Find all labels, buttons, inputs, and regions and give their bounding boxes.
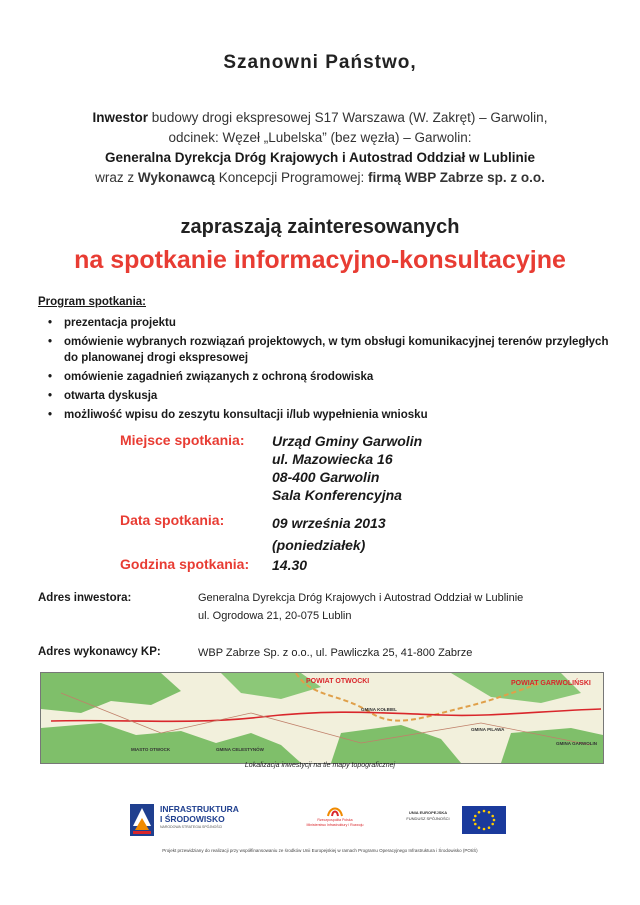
place-line: ul. Mazowiecka 16 <box>272 451 393 467</box>
label-gmina-garwolin: GMINA GARWOLIN <box>556 741 597 746</box>
investor-address-line: ul. Ogrodowa 21, 20-075 Lublin <box>198 610 352 622</box>
program-item: • możliwość wpisu do zeszytu konsultacji i/lub wypełnienia wniosku <box>38 407 613 423</box>
ministry-emblem-icon <box>326 804 344 818</box>
investor-bold: Inwestor <box>92 110 149 125</box>
date-label: Data spotkania: <box>120 512 225 528</box>
greeting: Szanowni Państwo, <box>223 52 417 73</box>
infra-subline: NARODOWA STRATEGIA SPÓJNOŚCI <box>160 825 223 829</box>
investor-line-2: odcinek: Węzeł „Lubelska” (bez węzła) – Garwolin: <box>168 130 472 145</box>
eu-logo <box>398 806 510 836</box>
funding-footnote: Projekt przewidziany do realizacji przy współfinansowaniu ze środków Unii Europejskiej w ramach Programu Operacyjnego Infrastruktura i Środowisko (POIiŚ) <box>162 848 478 853</box>
ministry-line: Rzeczpospolita Polska <box>317 818 353 822</box>
date-weekday: (poniedziałek) <box>272 537 366 553</box>
place-line: Sala Konferencyjna <box>272 487 402 503</box>
eu-text <box>398 810 458 822</box>
investor-line-1 <box>0 108 640 128</box>
contractor-address-value: WBP Zabrze Sp. z o.o., ul. Pawliczka 25, 41-800 Zabrze <box>198 647 473 659</box>
wykonawca-bold: Wykonawcą <box>137 170 215 185</box>
gddkia-name: Generalna Dyrekcja Dróg Krajowych i Autostrad Oddział w Lublinie <box>104 150 536 165</box>
program-item: • prezentacja projektu <box>38 315 613 331</box>
investor-line-1-rest: budowy drogi ekspresowej S17 Warszawa (W. Zakręt) – Garwolin, <box>148 110 548 125</box>
infrastruktura-text <box>160 804 239 830</box>
eu-line: FUNDUSZ SPÓJNOŚCI <box>406 816 450 821</box>
location-map <box>40 672 604 764</box>
label-gmina-pilawa: GMINA PILAWA <box>471 727 505 732</box>
label-gmina-kolbiel: GMINA KOŁBIEL <box>361 707 397 712</box>
label-powiat-garwolinski: POWIAT GARWOLIŃSKI <box>511 680 591 687</box>
program-item: • omówienie zagadnień związanych z ochroną środowiska <box>38 369 613 385</box>
program-list <box>38 315 613 426</box>
contractor-address-label: Adres wykonawcy KP: <box>38 646 161 658</box>
label-powiat-otwocki: POWIAT OTWOCKI <box>306 678 370 685</box>
eu-line: UNIA EUROPEJSKA <box>408 810 448 815</box>
date-line: 09 września 2013 <box>272 515 386 531</box>
ministry-line: Ministerstwo Infrastruktury i Rozwoju <box>306 823 364 827</box>
infra-line: I ŚRODOWISKO <box>160 814 225 824</box>
program-item: • otwarta dyskusja <box>38 388 613 404</box>
topographic-map <box>41 673 603 763</box>
place-line: 08-400 Garwolin <box>272 469 380 485</box>
eu-flag-icon <box>462 806 506 834</box>
nss-logo-icon <box>130 804 154 836</box>
koncepcja-text: Koncepcji Programowej: <box>214 170 369 185</box>
map-caption: Lokalizacja inwestycji na tle mapy topograficznej <box>244 762 396 769</box>
place-label: Miejsce spotkania: <box>120 432 245 448</box>
investor-address-line: Generalna Dyrekcja Dróg Krajowych i Autostrad Oddział w Lublinie <box>198 592 524 604</box>
investor-address-label: Adres inwestora: <box>38 592 132 604</box>
funding-logos <box>130 800 510 840</box>
time-label: Godzina spotkania: <box>120 556 250 572</box>
place-value <box>272 432 422 504</box>
investor-paragraph <box>0 108 640 148</box>
program-heading: Program spotkania: <box>38 296 146 308</box>
program-item: • omówienie wybranych rozwiązań projektowych, w tym obsługi komunikacyjnej terenów przyległych do planowanej drogi ekspresowej <box>38 334 613 366</box>
invite-text: zapraszają zainteresowanych <box>180 216 460 238</box>
place-line: Urząd Gminy Garwolin <box>272 433 423 449</box>
ministry-logo <box>290 804 380 838</box>
firm-bold: firmą WBP Zabrze sp. z o.o. <box>368 170 545 185</box>
infra-line: INFRASTRUKTURA <box>160 804 239 814</box>
time-value: 14.30 <box>272 557 308 573</box>
organizers-paragraph <box>0 148 640 188</box>
meeting-title: na spotkanie informacyjno-konsultacyjne <box>74 246 566 274</box>
wraz-text: wraz z <box>95 170 138 185</box>
infrastruktura-logo <box>130 802 260 838</box>
contractor-line <box>0 168 640 188</box>
label-miasto-otwock: MIASTO OTWOCK <box>131 747 171 752</box>
date-value <box>272 512 386 556</box>
investor-address-value <box>198 589 523 625</box>
label-gmina-celestynow: GMINA CELESTYNÓW <box>216 747 264 752</box>
